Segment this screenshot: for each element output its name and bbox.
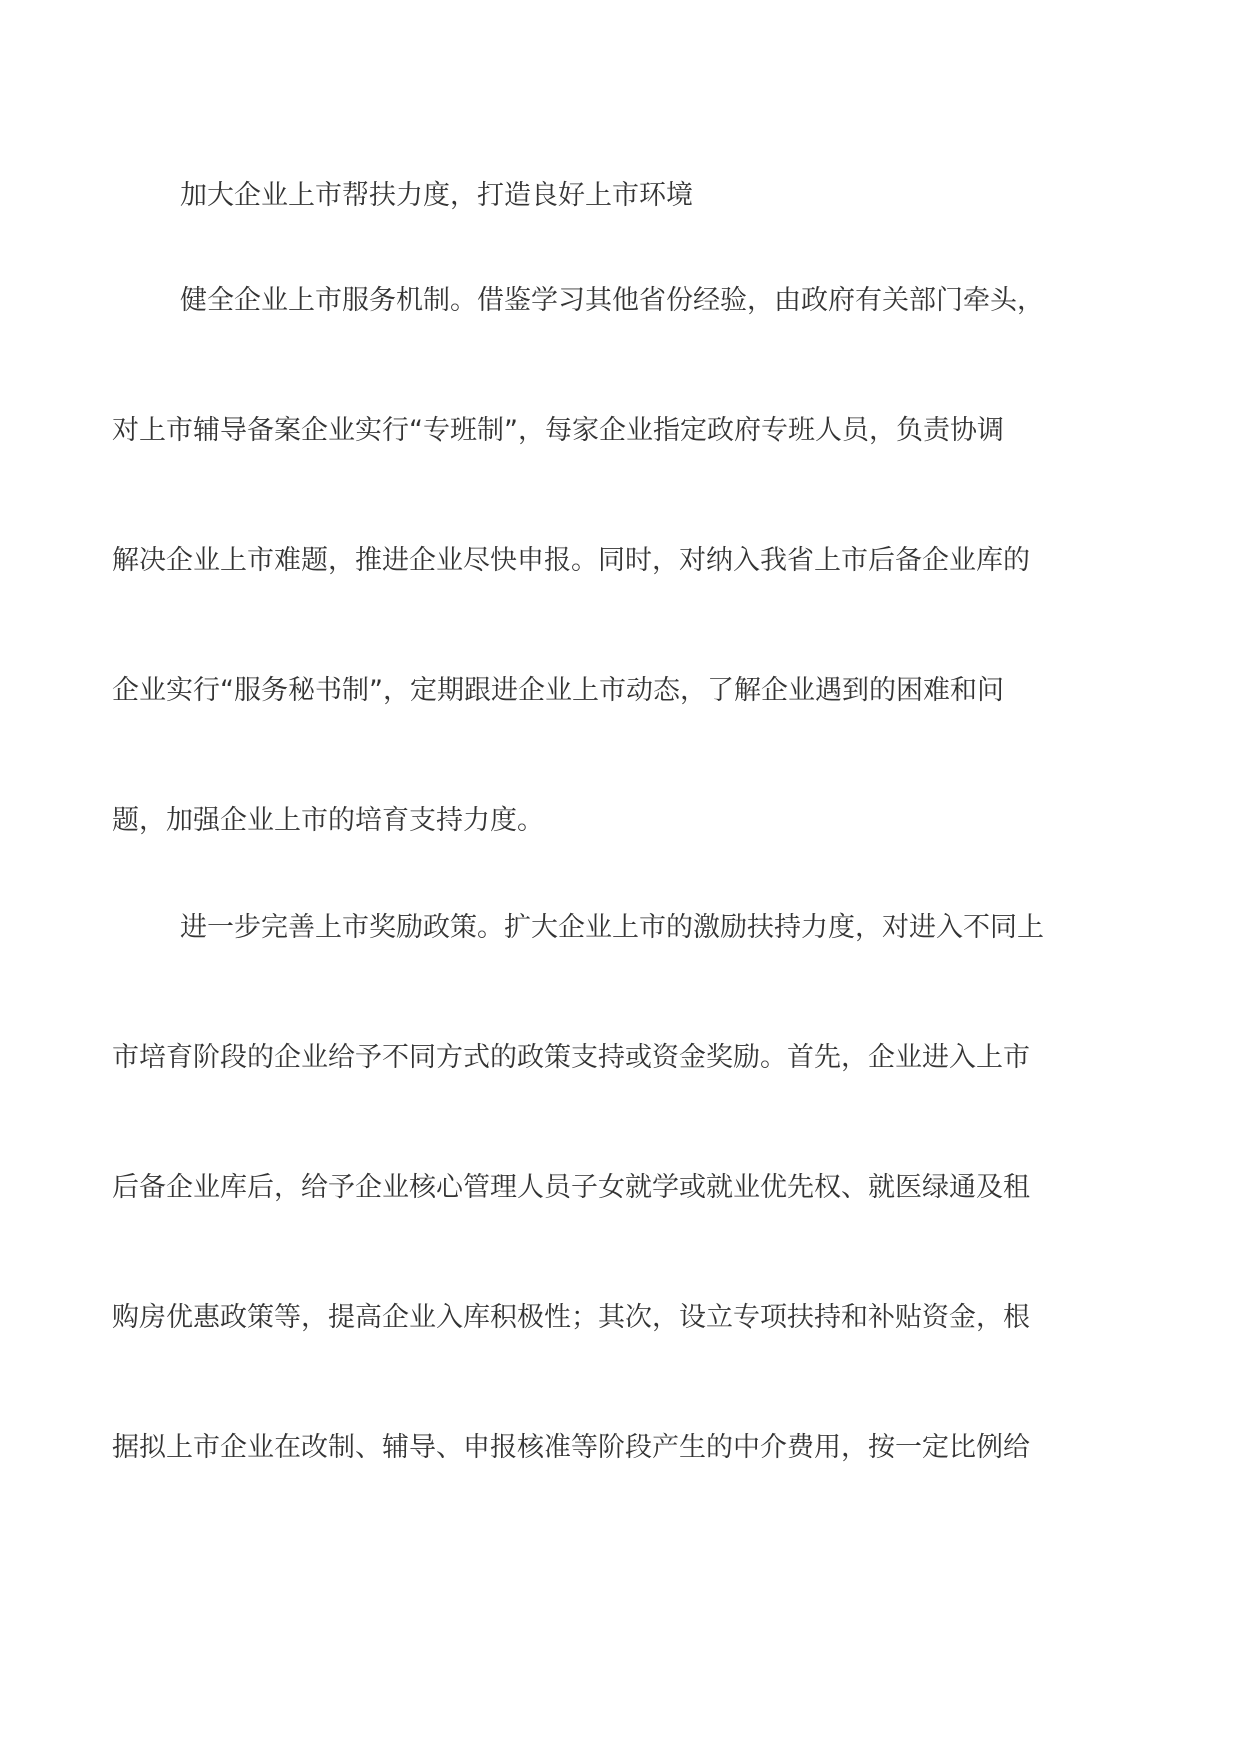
paragraph-2-line-2: 市培育阶段的企业给予不同方式的政策支持或资金奖励。首先，企业进入上市 <box>112 1042 1030 1073</box>
paragraph-2-line-4: 购房优惠政策等，提高企业入库积极性；其次，设立专项扶持和补贴资金，根 <box>112 1302 1030 1333</box>
paragraph-1-line-1: 健全企业上市服务机制。借鉴学习其他省份经验，由政府有关部门牵头， <box>180 285 1044 316</box>
section-heading: 加大企业上市帮扶力度，打造良好上市环境 <box>180 180 693 211</box>
paragraph-2-line-5: 据拟上市企业在改制、辅导、申报核准等阶段产生的中介费用，按一定比例给 <box>112 1432 1030 1463</box>
paragraph-1-line-5: 题，加强企业上市的培育支持力度。 <box>112 805 544 836</box>
paragraph-2-line-3: 后备企业库后，给予企业核心管理人员子女就学或就业优先权、就医绿通及租 <box>112 1172 1030 1203</box>
paragraph-1-line-2: 对上市辅导备案企业实行“专班制”，每家企业指定政府专班人员，负责协调 <box>112 415 1004 446</box>
paragraph-1-line-3: 解决企业上市难题，推进企业尽快申报。同时，对纳入我省上市后备企业库的 <box>112 545 1030 576</box>
paragraph-2-line-1: 进一步完善上市奖励政策。扩大企业上市的激励扶持力度，对进入不同上 <box>180 912 1044 943</box>
paragraph-1-line-4: 企业实行“服务秘书制”，定期跟进企业上市动态，了解企业遇到的困难和问 <box>112 675 1004 706</box>
